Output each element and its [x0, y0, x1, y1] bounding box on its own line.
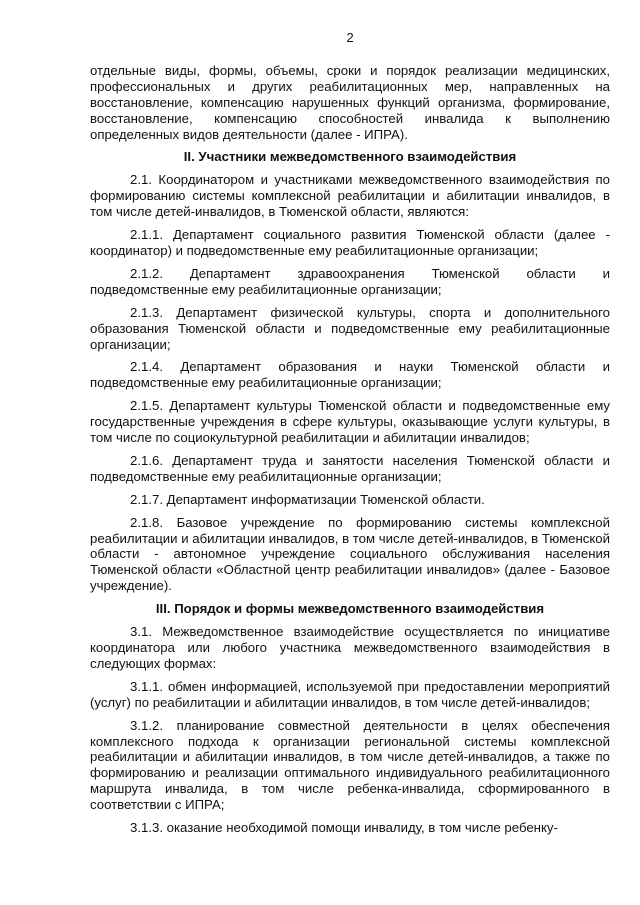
paragraph-2-1-5: 2.1.5. Департамент культуры Тюменской области и подведомственные ему государственные учреждения в сфере культуры, оказывающие услуги культуры, в том числе по социокультурной реабилитации и абилитации инвалидов; — [90, 398, 610, 446]
paragraph-2-1-1: 2.1.1. Департамент социального развития Тюменской области (далее - координатор) и подведомственные ему реабилитационные организации; — [90, 227, 610, 258]
paragraph-2-1-3: 2.1.3. Департамент физической культуры, спорта и дополнительного образования Тюменской области и подведомственные ему реабилитационные организации; — [90, 304, 610, 352]
paragraph-3-1-2: 3.1.2. планирование совместной деятельности в целях обеспечения комплексного подхода к организации региональной системы комплексной реабилитации и абилитации инвалидов, в том числе детей-инвалидов, а также по формированию и реализации оптимального индивидуального реабилитационного маршрута инвалида, в том числе ребенка-инвалида, сформированного в соответствии с ИПРА; — [90, 717, 610, 813]
paragraph-2-1-2: 2.1.2. Департамент здравоохранения Тюменской области и подведомственные ему реабилитационные организации; — [90, 265, 610, 297]
paragraph-2-1: 2.1. Координатором и участниками межведомственного взаимодействия по формированию системы комплексной реабилитации и абилитации инвалидов, в том числе детей-инвалидов, в Тюменской области, являются: — [90, 172, 610, 220]
paragraph-3-1-1: 3.1.1. обмен информацией, используемой при предоставлении мероприятий (услуг) по реабилитации и абилитации инвалидов, в том числе детей-инвалидов; — [90, 678, 610, 710]
document-page — [90, 30, 610, 843]
intro-paragraph: отдельные виды, формы, объемы, сроки и порядок реализации медицинских, профессиональных и других реабилитационных мер, направленных на восстановление, компенсацию нарушенных функций организма, формирование, восстановление, компенсацию способностей инвалида к выполнению определенных видов деятельности (далее - ИПРА). — [90, 62, 610, 142]
page-number: 2 — [346, 30, 354, 45]
section-2-heading: II. Участники межведомственного взаимодействия — [183, 149, 517, 165]
paragraph-2-1-6: 2.1.6. Департамент труда и занятости населения Тюменской области и подведомственные ему реабилитационные организации; — [90, 452, 610, 484]
paragraph-2-1-8: 2.1.8. Базовое учреждение по формированию системы комплексной реабилитации и абилитации инвалидов, в том числе детей-инвалидов, в Тюменской области - автономное учреждение социального обслуживания населения Тюменской области «Областной центр реабилитации инвалидов» (далее - Базовое учреждение). — [90, 514, 610, 594]
section-3-heading: III. Порядок и формы межведомственного взаимодействия — [155, 601, 545, 617]
paragraph-3-1-3: 3.1.3. оказание необходимой помощи инвалиду, в том числе ребенку- — [130, 820, 558, 836]
paragraph-2-1-4: 2.1.4. Департамент образования и науки Тюменской области и подведомственные ему реабилитационные организации; — [90, 359, 610, 391]
paragraph-2-1-7: 2.1.7. Департамент информатизации Тюменской области. — [130, 491, 485, 507]
paragraph-3-1: 3.1. Межведомственное взаимодействие осуществляется по инициативе координатора или любого участника межведомственного взаимодействия в следующих формах: — [90, 624, 610, 671]
